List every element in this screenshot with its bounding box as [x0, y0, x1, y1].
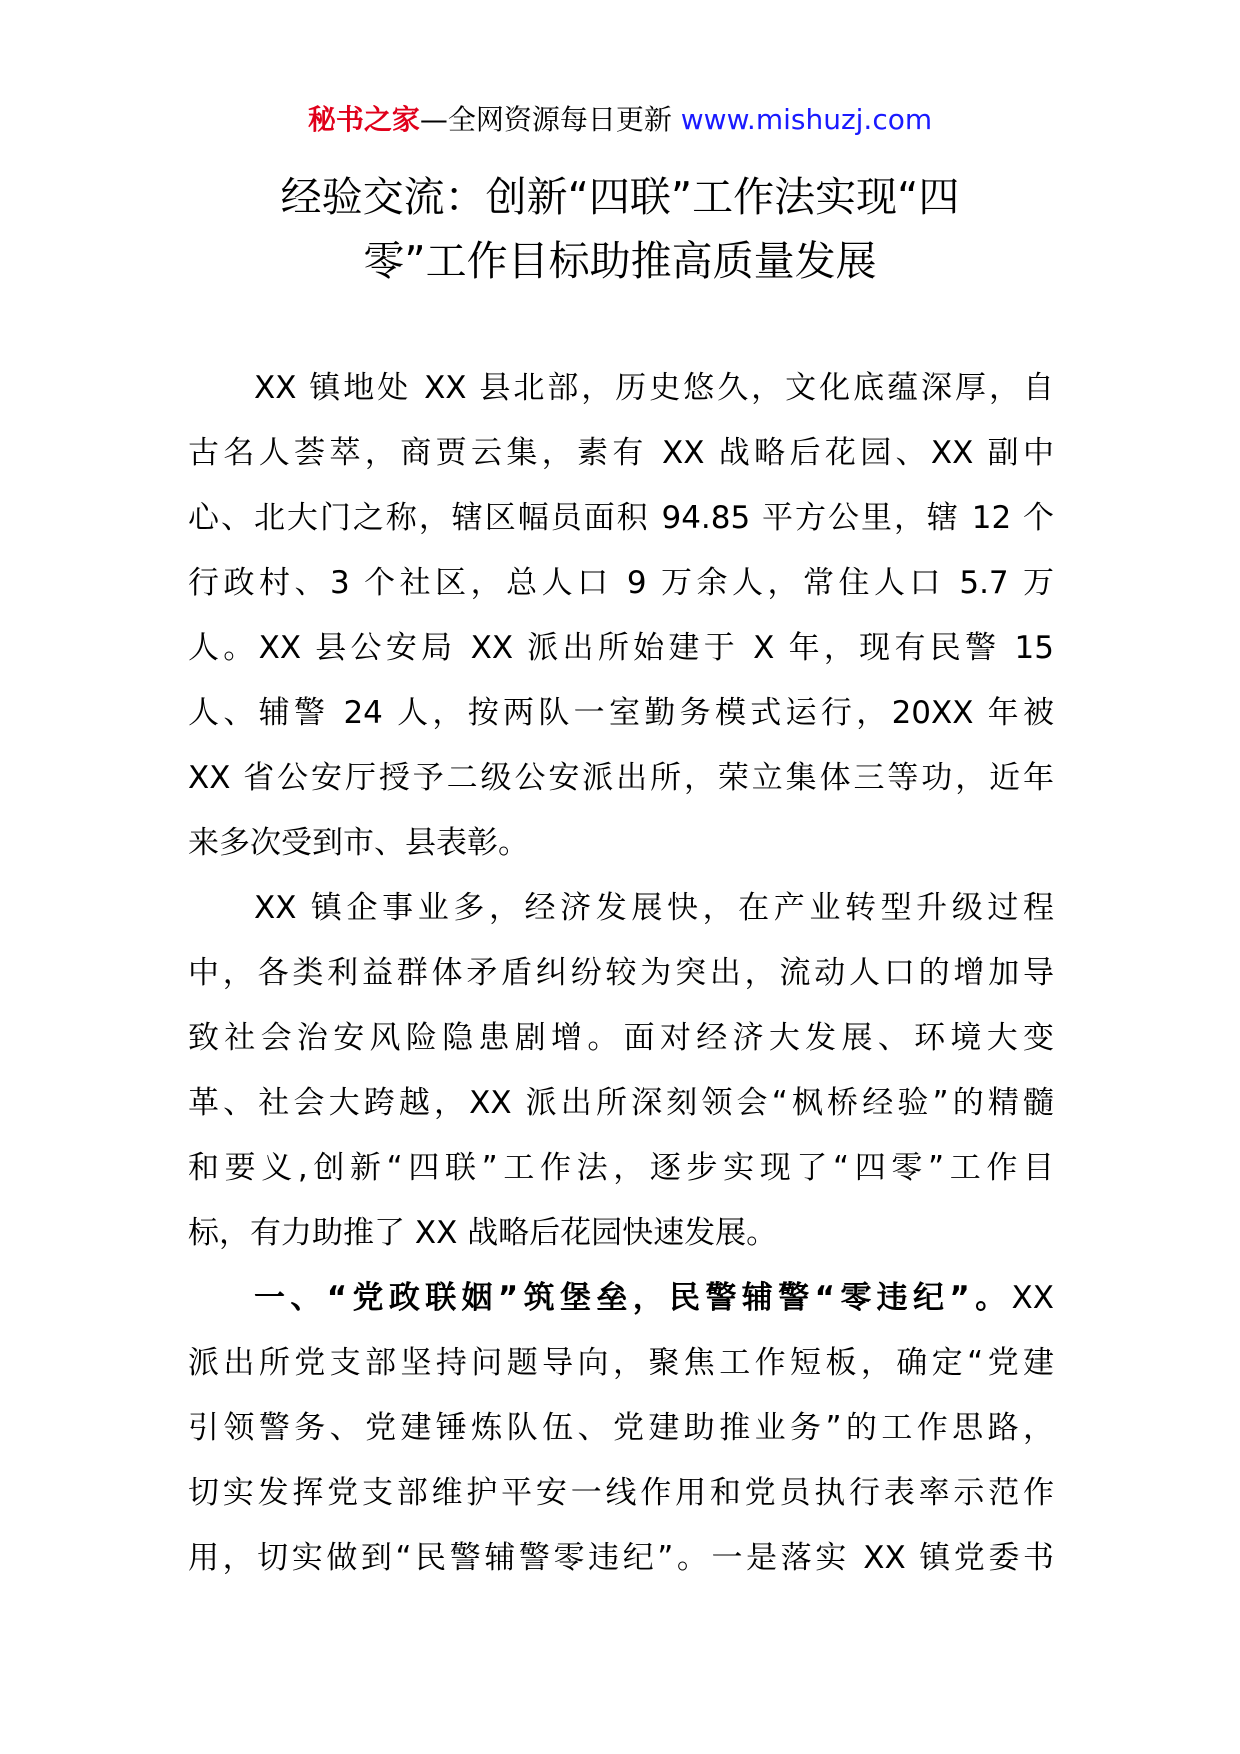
paragraph-text: XX: [1011, 1280, 1054, 1316]
paragraph-line: 心、北大门之称，辖区幅员面积 94.85 平方公里，辖 12 个: [188, 500, 1054, 536]
paragraph-line: [188, 1266, 1054, 1331]
paragraph-line: 和要义,创新“四联”工作法，逐步实现了“四零”工作目: [188, 1150, 1054, 1186]
paragraph-2: [188, 876, 1054, 1266]
paragraph-line: 行政村、3 个社区，总人口 9 万余人，常住人口 5.7 万: [188, 565, 1054, 601]
title-line-2: 零”工作目标助推高质量发展: [363, 237, 877, 285]
site-header: [0, 100, 1240, 140]
paragraph-3: [188, 1266, 1054, 1591]
paragraph-line: 派出所党支部坚持问题导向，聚焦工作短板，确定“党建: [188, 1345, 1054, 1381]
document-body: [188, 356, 1054, 1591]
title-line-1: 经验交流：创新“四联”工作法实现“四: [280, 173, 960, 221]
paragraph-line: 古名人荟萃，商贾云集，素有 XX 战略后花园、XX 副中: [188, 435, 1054, 471]
section-heading: 一、“党政联姻”筑堡垒，民警辅警“零违纪”。: [254, 1280, 1012, 1316]
header-slogan: —全网资源每日更新: [419, 103, 681, 136]
paragraph-line: XX 省公安厅授予二级公安派出所，荣立集体三等功，近年: [188, 760, 1054, 796]
paragraph-line: XX 镇企事业多，经济发展快，在产业转型升级过程: [254, 890, 1054, 926]
paragraph-line: 来多次受到市、县表彰。: [188, 825, 529, 861]
paragraph-line: 中，各类利益群体矛盾纠纷较为突出，流动人口的增加导: [188, 955, 1054, 991]
paragraph-line: 人。XX 县公安局 XX 派出所始建于 X 年，现有民警 15: [188, 630, 1054, 666]
paragraph-line: 致社会治安风险隐患剧增。面对经济大发展、环境大变: [188, 1020, 1054, 1056]
paragraph-1: [188, 356, 1054, 876]
paragraph-line: 用，切实做到“民警辅警零违纪”。一是落实 XX 镇党委书: [188, 1540, 1054, 1576]
document-title: [190, 165, 1050, 293]
paragraph-line: 人、辅警 24 人，按两队一室勤务模式运行，20XX 年被: [188, 695, 1054, 731]
paragraph-line: 引领警务、党建锤炼队伍、党建助推业务”的工作思路，: [188, 1410, 1054, 1446]
brand-name: 秘书之家: [307, 103, 420, 136]
paragraph-line: XX 镇地处 XX 县北部，历史悠久，文化底蕴深厚，自: [254, 370, 1054, 406]
paragraph-line: 切实发挥党支部维护平安一线作用和党员执行表率示范作: [188, 1475, 1054, 1511]
site-link[interactable]: www.mishuzj.com: [680, 103, 933, 136]
paragraph-line: 革、社会大跨越，XX 派出所深刻领会“枫桥经验”的精髓: [188, 1085, 1054, 1121]
paragraph-line: 标，有力助推了 XX 战略后花园快速发展。: [188, 1215, 778, 1251]
